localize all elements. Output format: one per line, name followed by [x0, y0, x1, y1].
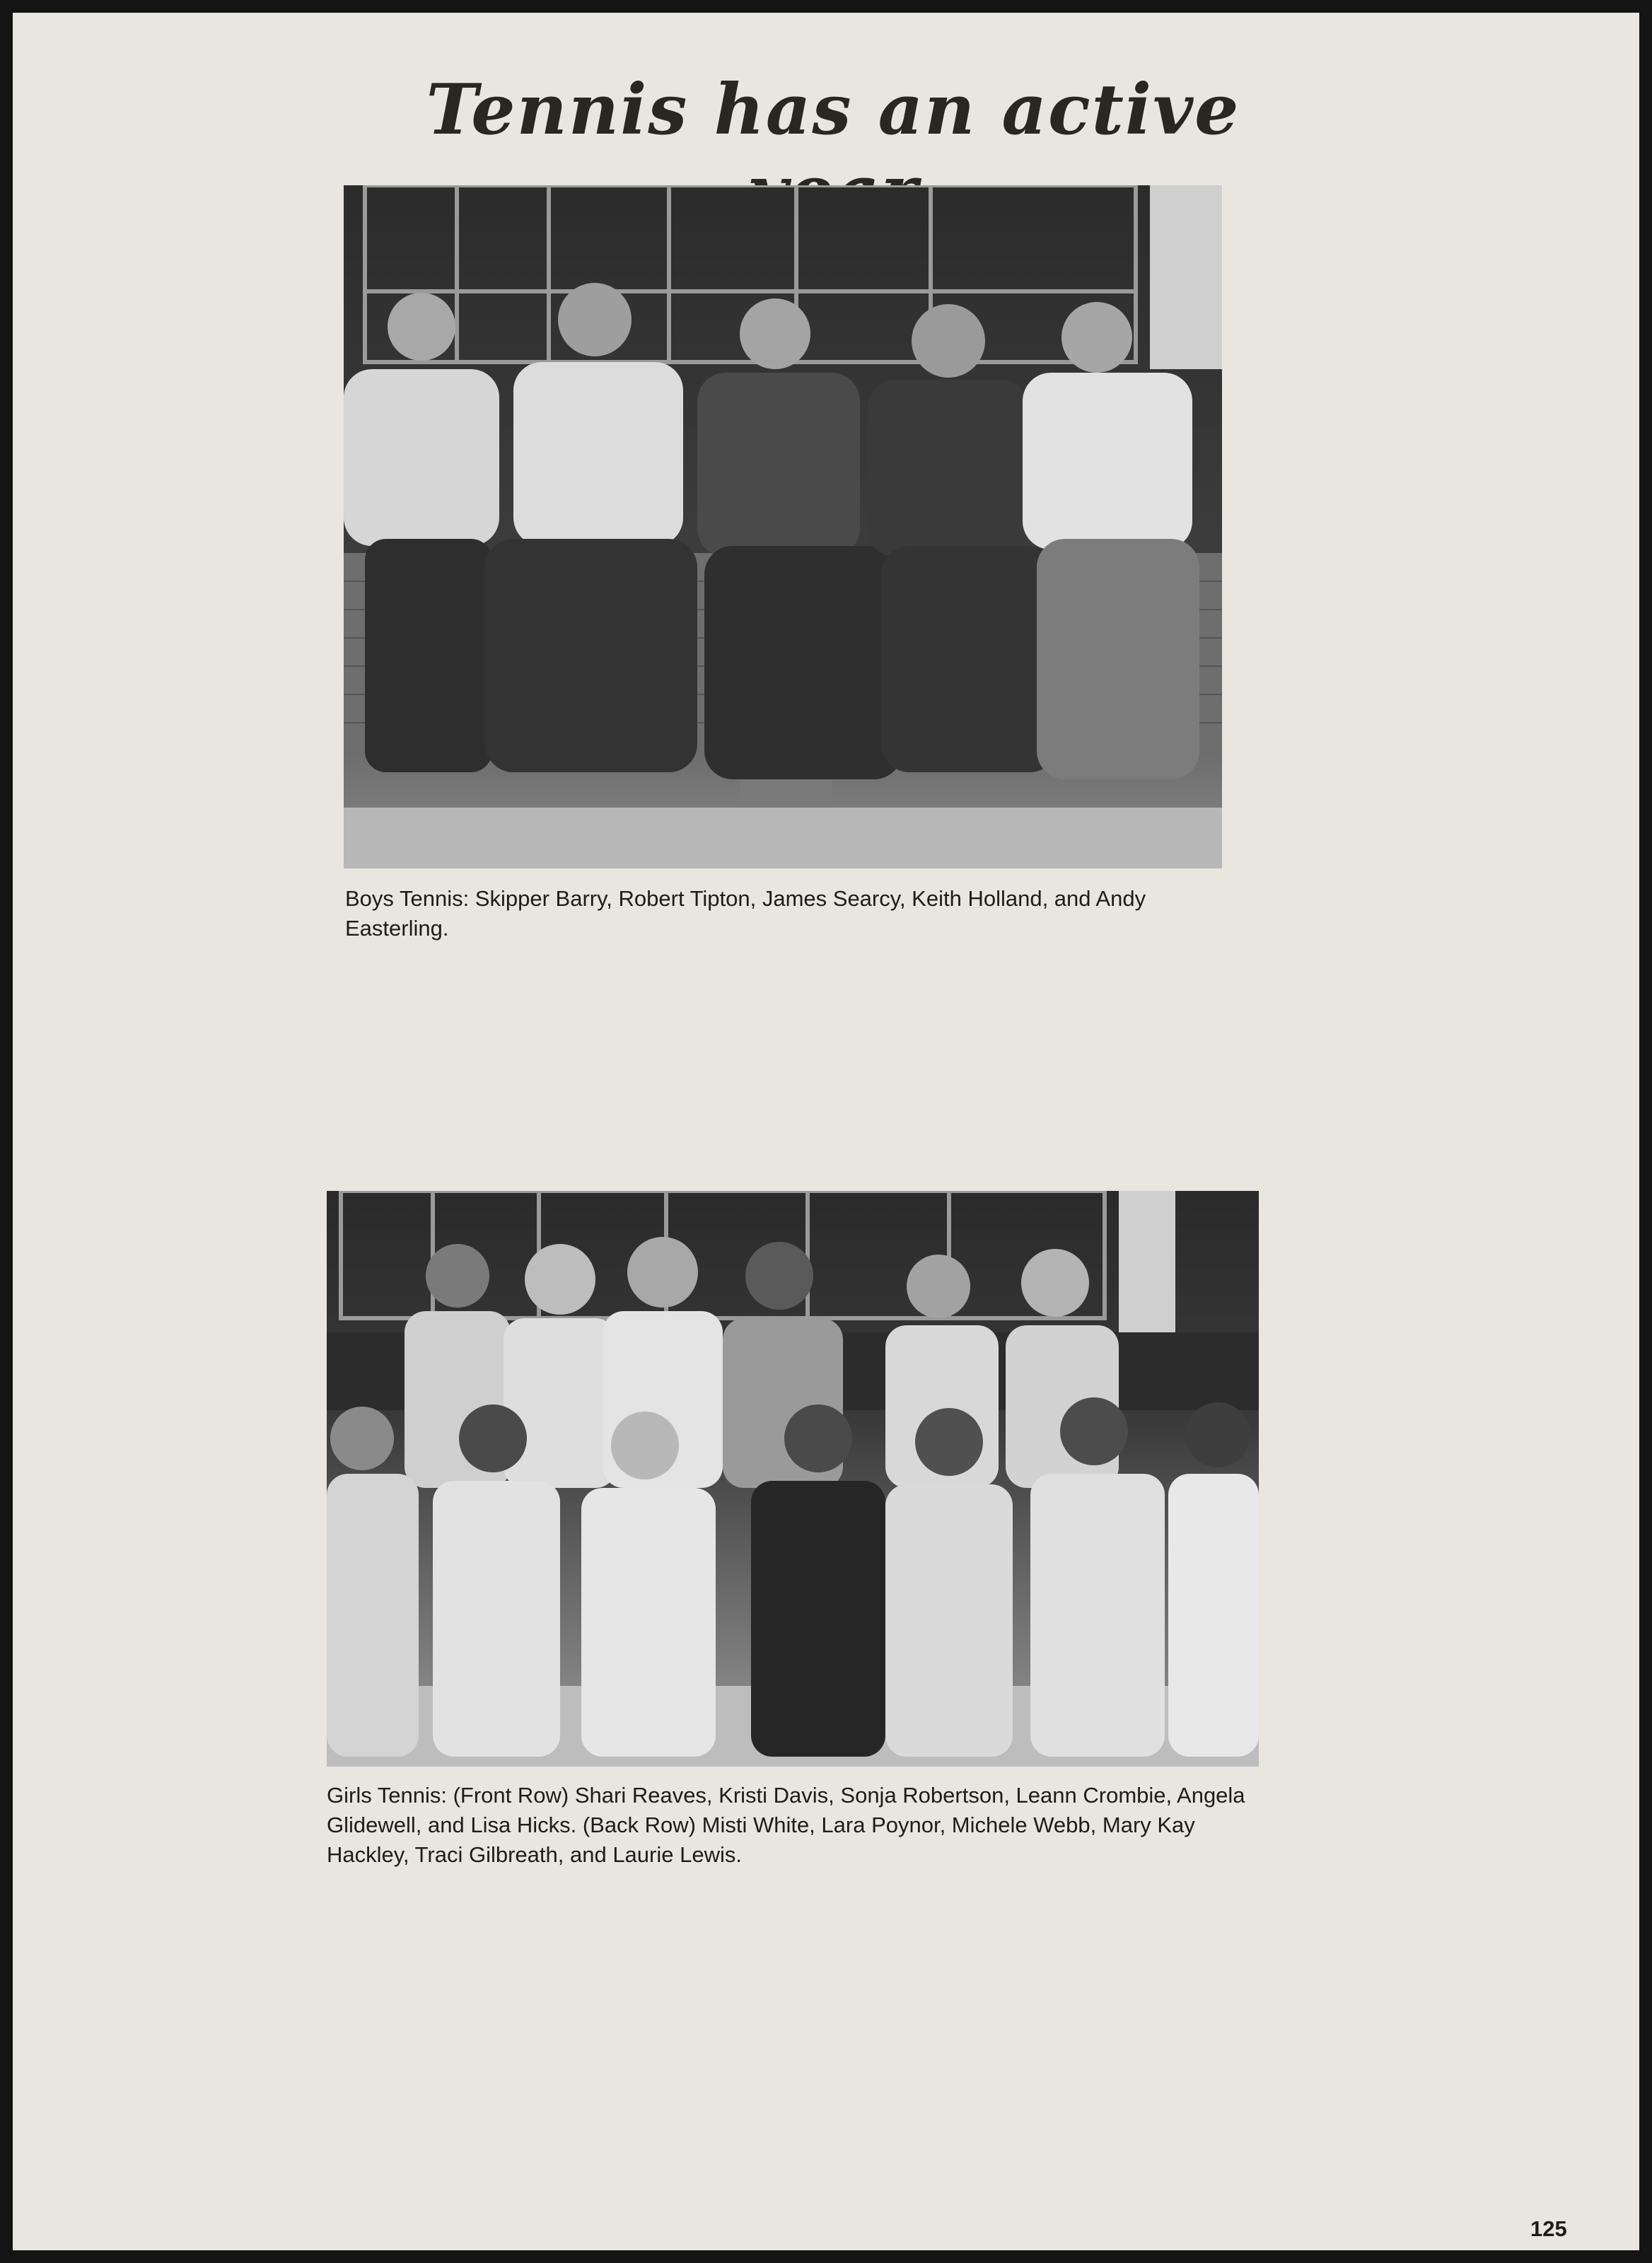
- boys-tennis-photo: [344, 185, 1222, 868]
- boys-tennis-caption: Boys Tennis: Skipper Barry, Robert Tipton, James Searcy, Keith Holland, and Andy Easterling.: [345, 886, 1146, 941]
- page-title: Tennis has an active: [426, 69, 1240, 151]
- yearbook-page: [13, 13, 1639, 2250]
- girls-tennis-caption: Girls Tennis: (Front Row) Shari Reaves, Kristi Davis, Sonja Robertson, Leann Crombie, Angela Glidewell, and Lisa Hicks. (Back Row) Misti White, Lara Poynor, Michele Webb, Mary Kay Hackley, Traci Gilbreath, and Laurie Lewis.: [327, 1783, 1245, 1867]
- boys-photo-image: [344, 185, 1222, 868]
- page-number: 125: [1530, 2216, 1567, 2241]
- girls-photo-image: [327, 1191, 1259, 1767]
- girls-tennis-photo: [327, 1191, 1259, 1767]
